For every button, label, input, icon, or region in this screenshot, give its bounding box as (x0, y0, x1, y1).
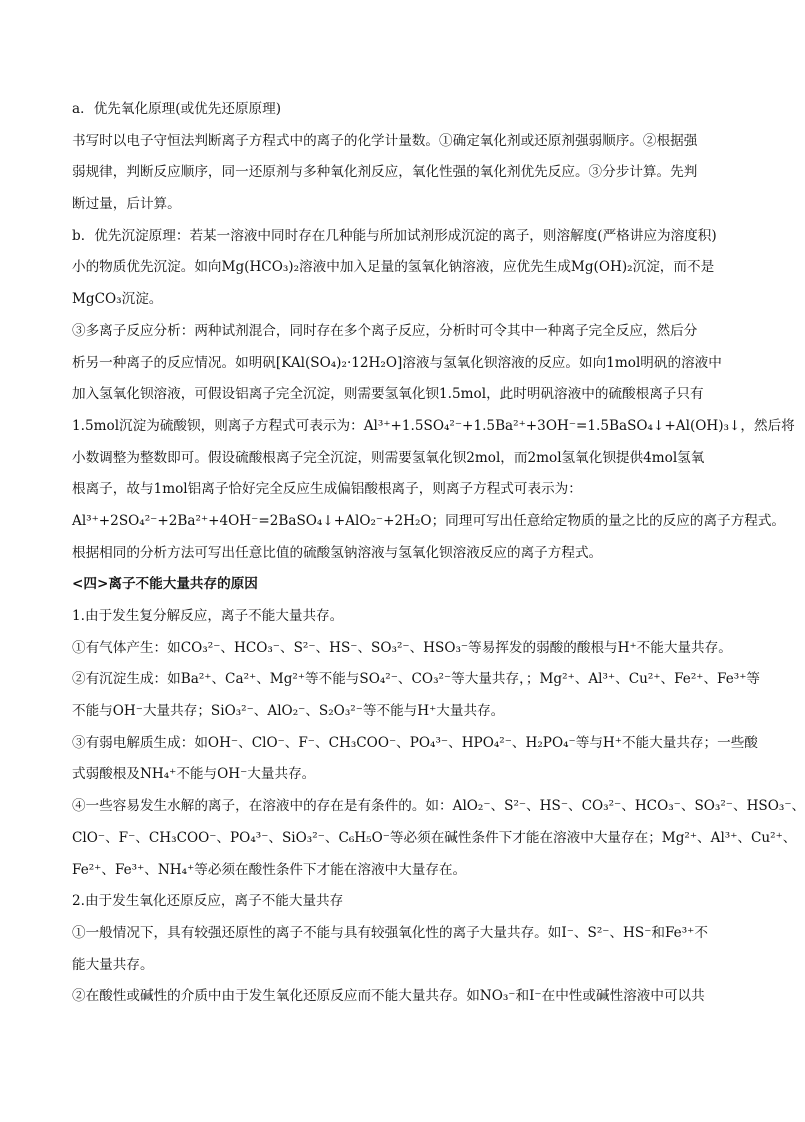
text-line: ①有气体产生：如CO₃²⁻、HCO₃⁻、S²⁻、HS⁻、SO₃²⁻、HSO₃⁻等易挥发的弱酸的酸根与H⁺不能大量共存。 (72, 639, 732, 656)
text-line: 析另一种离子的反应情况。如明矾[KAl(SO₄)₂·12H₂O]溶液与氢氧化钡溶液的反应。如向1mol明矾的溶液中 (72, 354, 722, 371)
text-line: 根离子，故与1mol铝离子恰好完全反应生成偏铝酸根离子，则离子方程式可表示为： (72, 481, 582, 498)
text-line: ③有弱电解质生成：如OH⁻、ClO⁻、F⁻、CH₃COO⁻、PO₄³⁻、HPO₄²⁻、H₂PO₄⁻等与H⁺不能大量共存；一些酸 (72, 734, 758, 751)
text-line: ②在酸性或碱性的介质中由于发生氧化还原反应而不能大量共存。如NO₃⁻和I⁻在中性或碱性溶液中可以共 (72, 988, 705, 1005)
text-line: 不能与OH⁻大量共存；SiO₃²⁻、AlO₂⁻、S₂O₃²⁻等不能与H⁺大量共存。 (72, 703, 505, 720)
text-line: 断过量，后计算。 (72, 196, 181, 213)
text-line: ClO⁻、F⁻、CH₃COO⁻、PO₄³⁻、SiO₃²⁻、C₆H₅O⁻等必须在碱性条件下才能在溶液中大量存在；Mg²⁺、Al³⁺、Cu²⁺、 (72, 829, 797, 846)
text-line: ③多离子反应分析：两种试剂混合，同时存在多个离子反应，分析时可令其中一种离子完全反应，然后分 (72, 322, 698, 339)
text-line: 弱规律，判断反应顺序，同一还原剂与多种氧化剂反应，氧化性强的氧化剂优先反应。③分步计算。先判 (72, 164, 698, 181)
section-heading: <四>离子不能大量共存的原因 (72, 576, 258, 593)
text-line: 书写时以电子守恒法判断离子方程式中的离子的化学计量数。①确定氧化剂或还原剂强弱顺序。②根据强 (72, 132, 698, 149)
text-line: 小数调整为整数即可。假设硫酸根离子完全沉淀，则需要氢氧化钡2mol，而2mol氢氧化钡提供4mol氢氧 (72, 449, 705, 466)
text-line: ④一些容易发生水解的离子，在溶液中的存在是有条件的。如：AlO₂⁻、S²⁻、HS⁻、CO₃²⁻、HCO₃⁻、SO₃²⁻、HSO₃⁻、 (72, 798, 805, 815)
text-line: 能大量共存。 (72, 956, 154, 973)
text-line: 式弱酸根及NH₄⁺不能与OH⁻大量共存。 (72, 766, 316, 783)
text-line: 小的物质优先沉淀。如向Mg(HCO₃)₂溶液中加入足量的氢氧化钠溶液，应优先生成Mg(OH)₂沉淀，而不是 (72, 259, 715, 276)
text-line: Fe²⁺、Fe³⁺、NH₄⁺等必须在酸性条件下才能在溶液中大量存在。 (72, 861, 467, 878)
text-line: ①一般情况下，具有较强还原性的离子不能与具有较强氧化性的离子大量共存。如I⁻、S²⁻、HS⁻和Fe³⁺不 (72, 924, 708, 941)
text-line: 根据相同的分析方法可写出任意比值的硫酸氢钠溶液与氢氧化钡溶液反应的离子方程式。 (72, 544, 603, 561)
text-line: 1.5mol沉淀为硫酸钡，则离子方程式可表示为：Al³⁺+1.5SO₄²⁻+1.5Ba²⁺+3OH⁻=1.5BaSO₄↓+Al(OH)₃↓，然后将 (72, 417, 795, 434)
text-line: a．优先氧化原理(或优先还原原理) (72, 101, 282, 117)
text-line: b．优先沉淀原理：若某一溶液中同时存在几种能与所加试剂形成沉淀的离子，则溶解度(严格讲应为溶度积) (72, 227, 717, 244)
text-line: MgCO₃沉淀。 (72, 291, 163, 308)
document-body (72, 94, 805, 1013)
text-line: 2.由于发生氧化还原反应，离子不能大量共存 (72, 893, 344, 910)
text-line: 1.由于发生复分解反应，离子不能大量共存。 (72, 608, 344, 624)
text-line: ②有沉淀生成：如Ba²⁺、Ca²⁺、Mg²⁺等不能与SO₄²⁻、CO₃²⁻等大量共存，；Mg²⁺、Al³⁺、Cu²⁺、Fe²⁺、Fe³⁺等 (72, 671, 761, 688)
text-line: 加入氢氧化钡溶液，可假设铝离子完全沉淀，则需要氢氧化钡1.5mol，此时明矾溶液中的硫酸根离子只有 (72, 386, 704, 403)
text-line: Al³⁺+2SO₄²⁻+2Ba²⁺+4OH⁻=2BaSO₄↓+AlO₂⁻+2H₂O；同理可写出任意给定物质的量之比的反应的离子方程式。 (72, 512, 786, 529)
